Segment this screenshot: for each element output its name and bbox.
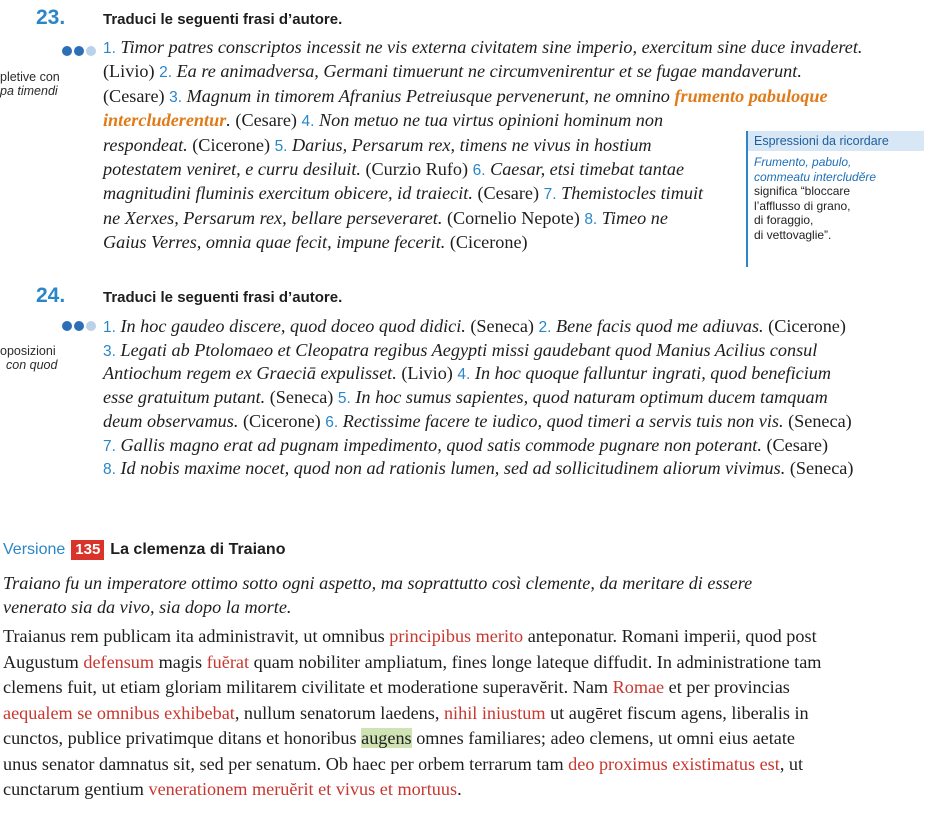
text-segment: esse gratuitum putant.	[103, 387, 266, 408]
text-segment: Augustum	[3, 651, 84, 672]
text-line	[103, 457, 853, 481]
text-segment: (Cicerone)	[187, 134, 275, 155]
text-segment: .	[226, 110, 231, 131]
text-segment: Non metuo ne tua virtus opinioni hominum non	[314, 110, 664, 131]
text-segment: Timeo ne	[597, 207, 668, 228]
sentence-number: 1.	[103, 40, 116, 57]
versione-heading	[3, 540, 285, 560]
text-segment: fuĕrat	[206, 651, 250, 672]
text-segment: principibus merito	[389, 626, 524, 646]
text-line	[3, 778, 462, 800]
versione-title: La clemenza di Traiano	[110, 541, 286, 558]
text-segment: deo proximus existimatus est	[568, 753, 780, 774]
text-line	[103, 182, 703, 206]
text-line	[103, 36, 862, 60]
text-segment: (Livio)	[103, 61, 160, 82]
versione-intro-line: venerato sia da vivo, sia dopo la morte.	[3, 597, 292, 617]
text-segment: Magnum in timorem Afranius Petreiusque pervenerunt, ne omnino	[182, 85, 675, 106]
text-line	[3, 727, 795, 749]
text-segment: (Cicerone)	[238, 410, 326, 431]
text-segment: (Livio)	[396, 363, 458, 384]
exercise-23-number: 23.	[36, 6, 66, 29]
exercise-23-side-note: pletive con pa timendi	[0, 70, 60, 98]
text-segment: (Seneca)	[265, 387, 338, 408]
text-segment: , nullum senatorum laedens,	[234, 702, 444, 723]
text-segment: (Seneca)	[785, 458, 854, 479]
expressions-box: Espressioni da ricordare Frumento, pabulo, commeatu intercludĕre significa “bloccare l’afflusso di grano, di foraggio, di vettovaglie”.	[746, 131, 924, 267]
text-segment: respondeat.	[103, 134, 188, 155]
text-segment: In hoc gaudeo discere, quod doceo quod didici.	[115, 316, 466, 336]
text-line	[103, 231, 528, 253]
text-segment: omnes familiares; adeo clemens, ut omni eius aetate	[411, 728, 795, 748]
text-line	[103, 315, 846, 339]
text-line	[103, 410, 852, 434]
text-segment: In hoc sumus sapientes, quod naturam optimum ducem tamquam	[350, 387, 828, 408]
text-segment: Bene facis quod me adiuvas.	[551, 316, 764, 336]
text-segment: Antiochum regem ex Graeciā expulisset.	[103, 363, 397, 384]
text-segment: intercluderentur	[103, 110, 227, 131]
exercise-24-number: 24.	[36, 284, 66, 307]
text-line	[103, 109, 663, 133]
text-segment: In hoc quoque falluntur ingrati, quod beneficium	[470, 363, 832, 384]
text-line	[103, 158, 684, 182]
text-segment: Id nobis maxime nocet, quod non ad rationis lumen, sed ad sollicitudinem aliorum vivimus.	[115, 458, 786, 479]
sentence-number: 8.	[584, 210, 598, 228]
text-segment: frumento pabuloque	[674, 85, 828, 106]
text-segment: venerationem meruĕrit et vivus et mortuus	[148, 779, 458, 799]
text-segment: (Cicerone)	[763, 316, 846, 336]
text-segment: ut augēret fiscum agens, liberalis in	[545, 702, 809, 723]
exercise-23-title: Traduci le seguenti frasi d’autore.	[103, 11, 343, 28]
text-segment: (Cesare)	[472, 183, 544, 204]
sentence-number: 5.	[274, 137, 288, 155]
sentence-number: 1.	[103, 319, 116, 336]
sentence-number: 2.	[538, 319, 552, 336]
sentence-number: 4.	[457, 366, 471, 384]
text-line	[3, 625, 817, 647]
text-segment: , ut	[779, 753, 804, 774]
versione-label: Versione	[3, 541, 66, 558]
text-segment: defensum	[83, 651, 155, 672]
difficulty-dots-icon	[62, 46, 96, 56]
text-segment: augens	[361, 728, 412, 748]
text-segment: (Cesare)	[761, 434, 829, 455]
text-segment: Caesar, etsi timebat tantae	[485, 159, 685, 179]
text-segment: Ea re animadversa, Germani timuerunt ne circumvenirentur et se fugae mandaverunt.	[172, 61, 802, 82]
sentence-number: 6.	[325, 413, 339, 431]
text-line	[3, 753, 803, 775]
sentence-number: 5.	[337, 390, 351, 408]
text-segment: cunctarum gentium	[3, 779, 149, 799]
text-segment: et per provincias	[664, 677, 790, 697]
text-line	[103, 207, 668, 231]
sentence-number: 3.	[103, 342, 116, 360]
text-segment: (Cesare)	[103, 85, 170, 106]
sentence-number: 7.	[103, 437, 116, 455]
text-line	[103, 85, 828, 109]
text-segment: clemens fuit, ut etiam gloriam militarem civilitate et moderatione superavĕrit. Nam	[3, 677, 613, 697]
text-segment: Romae	[612, 677, 665, 697]
sentence-number: 4.	[301, 113, 315, 131]
text-segment: unus senator damnatus sit, sed per senatum. Ob haec per orbem terrarum tam	[3, 753, 569, 774]
text-segment: (Cicerone)	[445, 232, 528, 253]
text-segment: magnitudini fluminis exercitum obicere, id traiecit.	[103, 183, 473, 204]
difficulty-dots-icon	[62, 321, 96, 331]
text-segment: Traianus rem publicam ita administravit, ut omnibus	[3, 626, 390, 646]
text-line	[103, 386, 828, 410]
text-line	[3, 702, 809, 724]
text-segment: ne Xerxes, Persarum rex, bellare perseveraret.	[103, 207, 443, 228]
exercise-24-title: Traduci le seguenti frasi d’autore.	[103, 289, 343, 306]
versione-intro-line: Traiano fu un imperatore ottimo sotto ogni aspetto, ma soprattutto così clemente, da meritare di essere	[3, 573, 753, 593]
text-segment: potestatem veniret, e curru desiluit.	[103, 159, 361, 179]
text-segment: Themistocles timuit	[556, 183, 704, 204]
text-segment: magis	[154, 651, 207, 672]
text-line	[103, 362, 831, 386]
text-segment: (Cesare)	[230, 110, 302, 131]
sentence-number: 8.	[103, 461, 116, 479]
text-segment: (Seneca)	[783, 410, 852, 431]
sentence-number: 6.	[472, 162, 486, 179]
expressions-box-header: Espressioni da ricordare	[748, 131, 924, 151]
text-segment: .	[457, 779, 462, 799]
sentence-number: 2.	[159, 64, 173, 82]
text-segment: Gaius Verres, omnia quae fecit, impune fecerit.	[103, 232, 446, 253]
text-line	[3, 676, 790, 698]
versione-number-badge: 135	[71, 540, 104, 560]
text-segment: Legati ab Ptolomaeo et Cleopatra regibus Aegypti missi gaudebant quod Manius Acilius consul	[115, 339, 818, 360]
text-line	[103, 134, 652, 158]
text-segment: nihil iniustum	[443, 702, 546, 723]
text-segment: cunctos, publice privatimque ditans et honoribus	[3, 728, 362, 748]
text-segment: Timor patres conscriptos incessit ne vis externa civitatem sine imperio, exercitum sine duce invaderet.	[115, 37, 863, 57]
text-segment: (Cornelio Nepote)	[442, 207, 585, 228]
text-segment: Rectissime facere te iudico, quod timeri a servis tuis non vis.	[338, 410, 784, 431]
text-segment: Darius, Persarum rex, timens ne vivus in hostium	[287, 134, 652, 155]
text-line	[103, 339, 817, 363]
text-segment: anteponatur. Romani imperii, quod post	[523, 626, 817, 646]
text-segment: aequalem se omnibus exhibebat	[3, 702, 235, 723]
text-segment: (Seneca)	[465, 316, 539, 336]
text-segment: quam nobiliter ampliatum, fines longe lateque diffudit. In administratione tam	[249, 651, 822, 672]
exercise-24-side-note: oposizioni con quod	[0, 344, 58, 372]
text-line	[3, 651, 821, 673]
text-line	[103, 434, 828, 458]
sentence-number: 3.	[169, 88, 183, 106]
sentence-number: 7.	[543, 186, 557, 204]
text-segment: deum observamus.	[103, 410, 239, 431]
text-segment: Gallis magno erat ad pugnam impedimento, quod satis commode pugnare non poterant.	[115, 434, 762, 455]
text-segment: (Curzio Rufo)	[360, 159, 473, 179]
text-line	[103, 60, 802, 84]
